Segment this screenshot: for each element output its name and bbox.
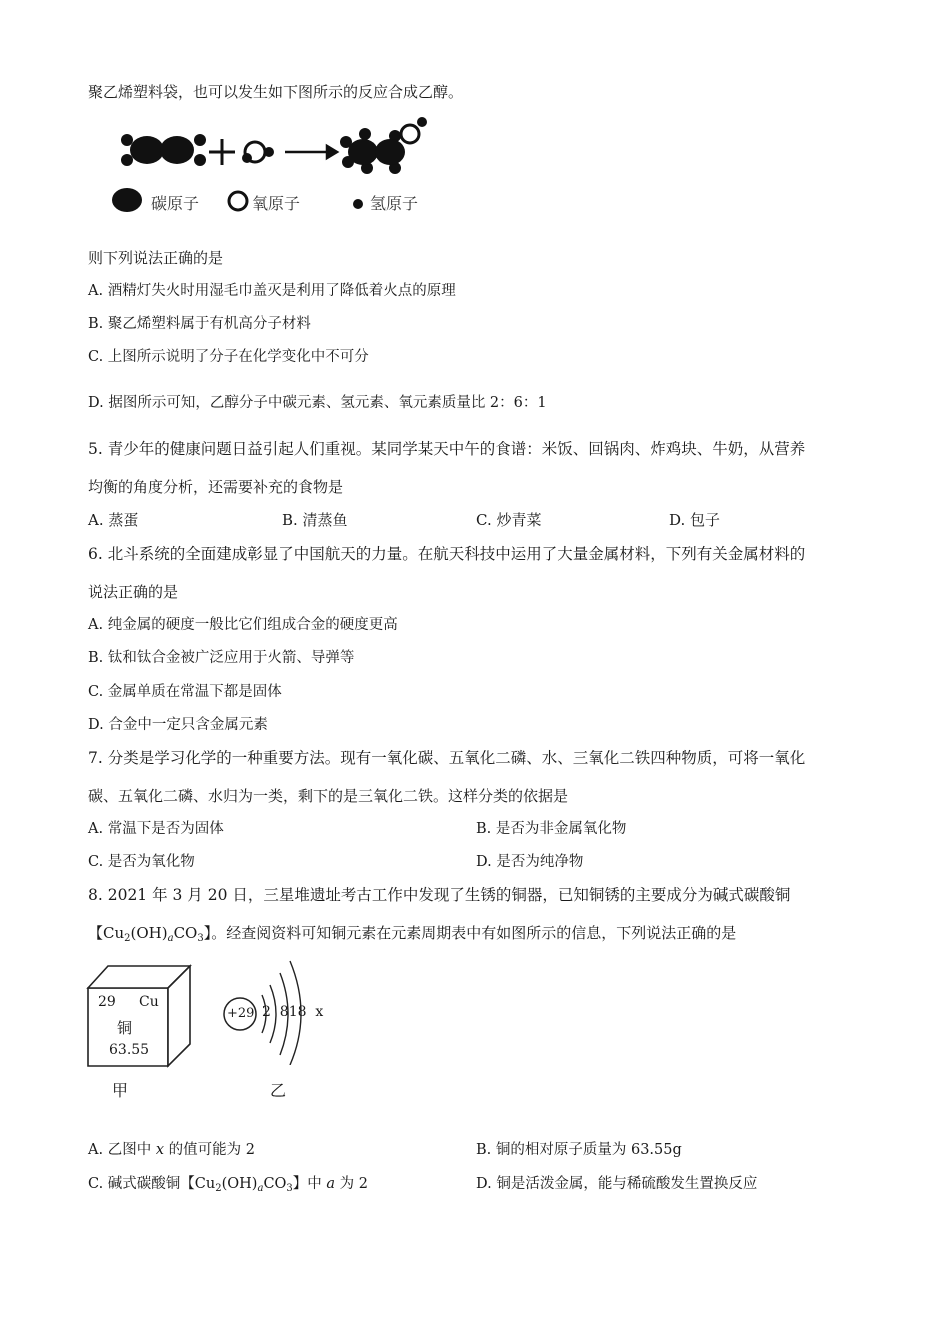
q5-option-c: C. 炒青菜 xyxy=(476,511,542,529)
q6-stem-1: 6. 北斗系统的全面建成彰显了中国航天的力量。在航天科技中运用了大量金属材料，下列有关金属材料的 xyxy=(88,545,806,563)
q4-option-a: A. 酒精灯失火时用湿毛巾盖灭是利用了降低着火点的原理 xyxy=(88,283,456,299)
q5-stem-2: 均衡的角度分析，还需要补充的食物是 xyxy=(88,478,344,496)
q4-option-d: D. 据图所示可知，乙醇分子中碳元素、氢元素、氧元素质量比 2：6：1 xyxy=(88,395,547,411)
water-molecule xyxy=(242,142,274,163)
ethylene-molecule xyxy=(121,134,206,166)
q8-option-a: A. 乙图中 x 的值可能为 2 xyxy=(88,1142,255,1158)
q5-option-b: B. 清蒸鱼 xyxy=(282,511,348,529)
q4-option-c: C. 上图所示说明了分子在化学变化中不可分 xyxy=(88,349,369,365)
atom-nucleus-charge: +29 xyxy=(227,1006,255,1021)
q7-option-d: D. 是否为纯净物 xyxy=(476,854,584,870)
element-atomic-mass: 63.55 xyxy=(109,1042,150,1058)
q7-option-b: B. 是否为非金属氧化物 xyxy=(476,821,627,837)
q8-option-b: B. 铜的相对原子质量为 63.55g xyxy=(476,1142,682,1158)
plus-sign xyxy=(209,139,235,165)
legend-oxygen-label: 氧原子 xyxy=(252,194,301,213)
q7-stem-1: 7. 分类是学习化学的一种重要方法。现有一氧化碳、五氧化二磷、水、三氧化二铁四种物质，可将一氧化 xyxy=(88,749,806,767)
legend-hydrogen-label: 氢原子 xyxy=(370,194,419,213)
q6-option-d: D. 合金中一定只含金属元素 xyxy=(88,717,268,733)
q7-stem-2: 碳、五氧化二磷、水归为一类，剩下的是三氧化二铁。这样分类的依据是 xyxy=(88,787,569,805)
q5-stem-1: 5. 青少年的健康问题日益引起人们重视。某同学某天中午的食谱：米饭、回锅肉、炸鸡块、牛奶，从营养 xyxy=(88,440,806,458)
figure-yi-caption: 乙 xyxy=(270,1081,287,1100)
element-symbol: Cu xyxy=(139,994,159,1010)
ethanol-molecule xyxy=(340,117,427,174)
q6-option-b: B. 钛和钛合金被广泛应用于火箭、导弹等 xyxy=(88,650,355,666)
q8-option-d: D. 铜是活泼金属，能与稀硫酸发生置换反应 xyxy=(476,1176,758,1192)
element-name: 铜 xyxy=(117,1019,133,1037)
q8-stem-2: 【$Cu_2(OH)_aCO_3$】。经查阅资料可知铜元素在元素周期表中有如图所示的信息，下列说法正确的是 xyxy=(88,924,737,944)
q5-option-a: A. 蒸蛋 xyxy=(88,511,139,529)
oxygen-legend-icon xyxy=(229,192,247,210)
arrow xyxy=(285,146,337,158)
q4-stem: 则下列说法正确的是 xyxy=(88,249,224,267)
hydrogen-legend-icon xyxy=(353,199,363,209)
q7-option-a: A. 常温下是否为固体 xyxy=(88,821,224,837)
element-atomic-number: 29 xyxy=(98,994,116,1010)
legend-carbon-label: 碳原子 xyxy=(151,194,200,213)
q6-option-c: C. 金属单质在常温下都是固体 xyxy=(88,684,282,700)
q6-option-a: A. 纯金属的硬度一般比它们组成合金的硬度更高 xyxy=(88,617,398,633)
q7-option-c: C. 是否为氧化物 xyxy=(88,854,195,870)
q8-stem-1: 8. 2021 年 3 月 20 日，三星堆遗址考古工作中发现了生锈的铜器，已知铜锈的主要成分为碱式碳酸铜 xyxy=(88,886,791,904)
q6-stem-2: 说法正确的是 xyxy=(88,583,179,601)
intro-text: 聚乙烯塑料袋，也可以发生如下图所示的反应合成乙醇。 xyxy=(88,83,464,101)
q8-option-c: C. 碱式碳酸铜【$Cu_2(OH)_aCO_3$】中 a 为 2 xyxy=(88,1176,369,1194)
carbon-legend-icon xyxy=(112,188,142,212)
legend xyxy=(112,188,363,212)
atom-shell-electrons: 2 818 x xyxy=(262,1004,324,1020)
q4-option-b: B. 聚乙烯塑料属于有机高分子材料 xyxy=(88,316,311,332)
q5-option-d: D. 包子 xyxy=(669,511,721,529)
figure-jia-caption: 甲 xyxy=(112,1081,129,1100)
